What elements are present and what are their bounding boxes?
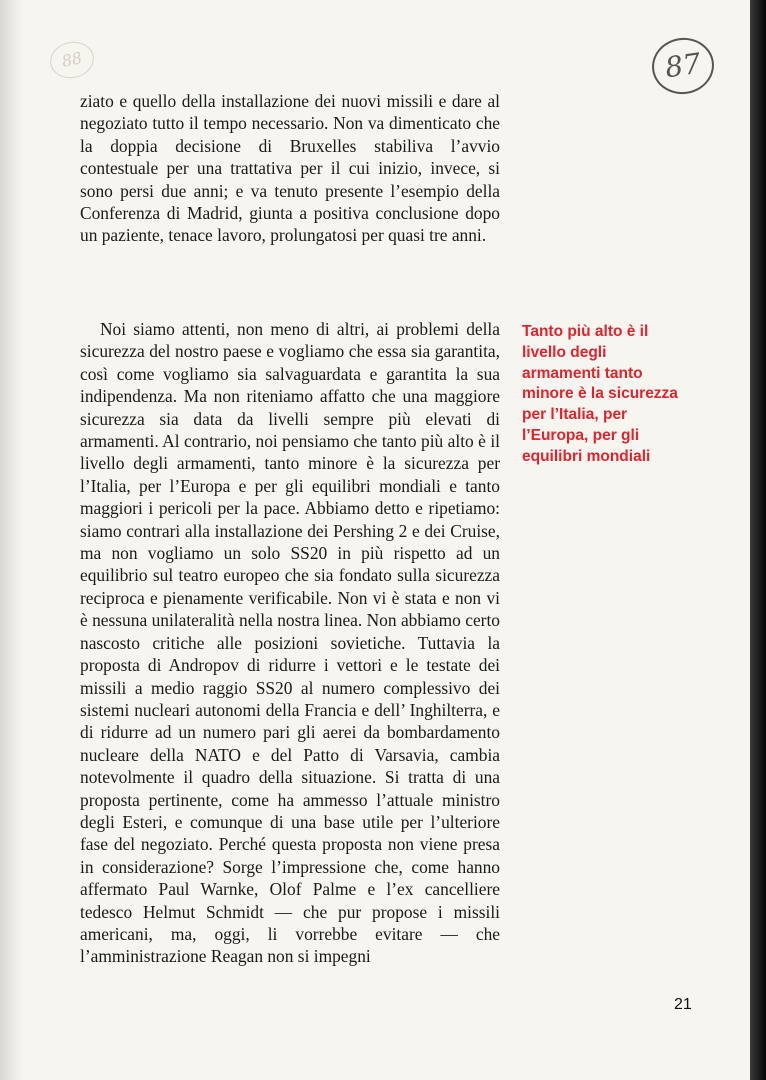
body-paragraph-2: Noi siamo attenti, non meno di altri, ai problemi della sicurezza del nostro paese e vogliamo che essa sia garantita, così come vogliamo sia salvaguardata e garantita la sua indipendenza. Ma non riteniamo affatto che una maggiore sicurezza sia data da livelli sempre più elevati di armamenti. Al contrario, noi pensiamo che tanto più alto è il livello degli armamenti, tanto minore è la sicurezza per l’Italia, per l’Europa e per gli equilibri mondiali e tanto maggiori i pericoli per la pace. Abbiamo detto e ripetiamo: siamo contrari alla installazione dei Pershing 2 e dei Cruise, ma non vogliamo un solo SS20 in più rispetto ad un equilibrio sul teatro europeo che sia fondato sulla sicurezza reciproca e pienamente verificabile. Non vi è stata e non vi è nessuna unilateralità nella nostra linea. Non abbiamo certo nascosto critiche alle posizioni sovietiche. Tuttavia la proposta di Andropov di ridurre i vettori e le testate dei missili a medio raggio SS20 al numero complessivo dei sistemi nucleari autonomi della Francia e dell’ Inghilterra, e di ridurre ad un numero pari gli aerei da bombardamento nucleare della NATO e del Patto di Varsavia, cambia notevolmente il quadro della situazione. Si tratta di una proposta pertinente, come ha ammesso l’attuale ministro degli Esteri, e comunque di una base utile per l’ulteriore fase del negoziato. Perché questa proposta non viene presa in considerazione? Sorge l’impressione che, come hanno affermato Paul Warnke, Olof Palme e l’ex cancelliere tedesco Helmut Schmidt — che pur propose i missili americani, ma, oggi, li vorrebbe evitare — che l’amministrazione Reagan non si impegni (80, 319, 500, 967)
body-paragraph-1: ziato e quello della installazione dei nuovi missili e dare al negoziato tutto il tempo necessario. Non va dimenticato che la doppia decisione di Bruxelles stabiliva l’avvio contestuale per una trattativa per il cui inizio, invece, si sono persi due anni; e va tenuto presente l’esempio della Conferenza di Madrid, giunta a positiva conclusione dopo un paziente, tenace lavoro, prolungatosi per quasi tre anni. (80, 91, 500, 246)
page-number: 21 (674, 996, 692, 1013)
page-gutter-shadow (0, 0, 22, 1080)
handwritten-page-mark: 87 (648, 34, 717, 98)
sidebar-pull-quote: Tanto più alto è il livello degli armamenti tanto minore è la sicurezza per l’Italia, per l’Europa, per gli equilibri mondiali (522, 323, 678, 465)
faint-handwritten-page-mark: 88 (47, 38, 98, 82)
book-edge-shadow (750, 0, 766, 1080)
